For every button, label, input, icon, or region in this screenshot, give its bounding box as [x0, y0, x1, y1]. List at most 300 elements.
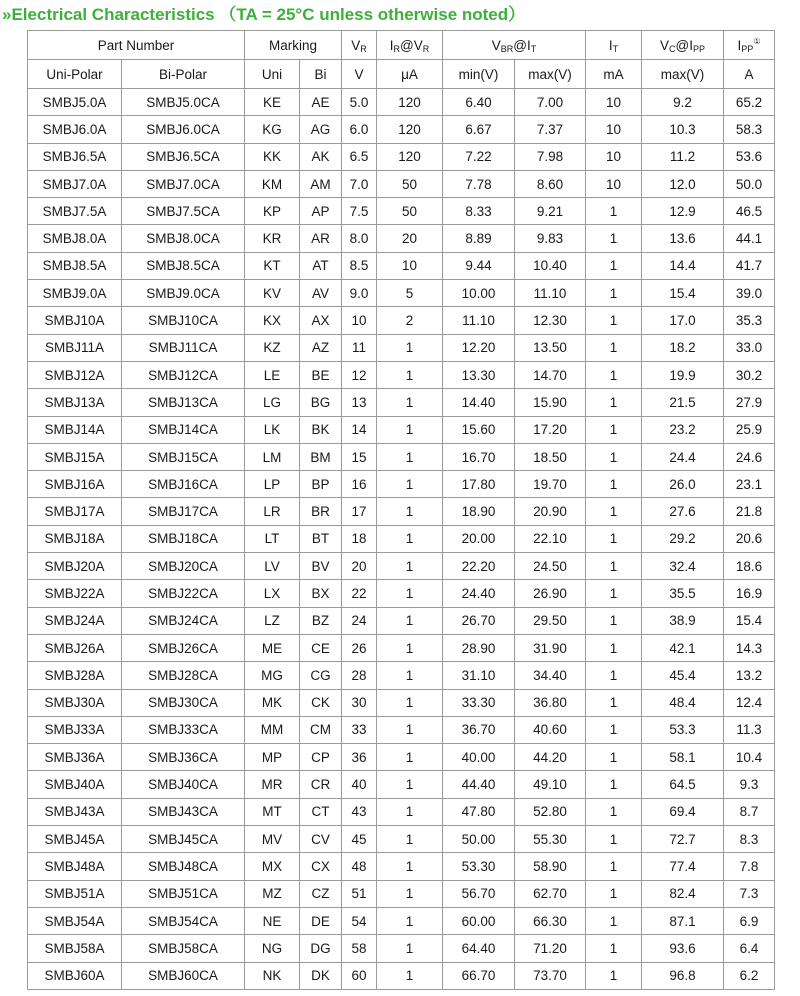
cell-ir: 1 — [377, 389, 443, 416]
cell-ipp: 7.8 — [724, 853, 775, 880]
cell-vbr-min: 31.10 — [443, 662, 515, 689]
cell-ipp: 23.1 — [724, 471, 775, 498]
cell-vbr-min: 7.78 — [443, 170, 515, 197]
cell-vbr-min: 22.20 — [443, 553, 515, 580]
table-row — [28, 307, 775, 334]
header-vbr-at-it: $V_{BR}@I_T$ — [443, 31, 586, 60]
cell-marking-uni: MR — [245, 771, 300, 798]
cell-marking-bi: CZ — [300, 880, 342, 907]
cell-vbr-max: 8.60 — [515, 170, 586, 197]
cell-vbr-max: 20.90 — [515, 498, 586, 525]
cell-vc: 15.4 — [642, 280, 724, 307]
cell-marking-bi: AV — [300, 280, 342, 307]
cell-vbr-min: 24.40 — [443, 580, 515, 607]
cell-it: 10 — [586, 170, 642, 197]
chevron-marker: » — [2, 5, 10, 24]
cell-vbr-min: 8.33 — [443, 198, 515, 225]
cell-ipp: 9.3 — [724, 771, 775, 798]
cell-vbr-min: 6.67 — [443, 116, 515, 143]
cell-vbr-min: 33.30 — [443, 689, 515, 716]
cell-ipp: 20.6 — [724, 525, 775, 552]
cell-ir: 120 — [377, 89, 443, 116]
cell-vc: 38.9 — [642, 607, 724, 634]
header-bi-polar: Bi-Polar — [122, 60, 245, 89]
cell-marking-bi: BP — [300, 471, 342, 498]
cell-it: 1 — [586, 634, 642, 661]
cell-it: 1 — [586, 962, 642, 989]
cell-ipp: 7.3 — [724, 880, 775, 907]
cell-bi-polar: SMBJ12CA — [122, 361, 245, 388]
unit-ua: μA — [377, 60, 443, 89]
cell-vbr-max: 7.00 — [515, 89, 586, 116]
cell-marking-uni: LT — [245, 525, 300, 552]
cell-vbr-min: 66.70 — [443, 962, 515, 989]
cell-marking-bi: AP — [300, 198, 342, 225]
cell-uni-polar: SMBJ51A — [28, 880, 122, 907]
electrical-characteristics-table — [27, 30, 775, 990]
cell-marking-uni: MZ — [245, 880, 300, 907]
cell-marking-uni: MM — [245, 716, 300, 743]
header-vr: $V_R$ — [342, 31, 377, 60]
cell-vbr-min: 18.90 — [443, 498, 515, 525]
table-row — [28, 143, 775, 170]
cell-marking-bi: CX — [300, 853, 342, 880]
table-row — [28, 962, 775, 989]
cell-ir: 1 — [377, 498, 443, 525]
table-row — [28, 716, 775, 743]
cell-it: 10 — [586, 143, 642, 170]
cell-marking-uni: KK — [245, 143, 300, 170]
cell-bi-polar: SMBJ43CA — [122, 798, 245, 825]
cell-ir: 1 — [377, 471, 443, 498]
cell-it: 1 — [586, 853, 642, 880]
cell-ipp: 53.6 — [724, 143, 775, 170]
cell-bi-polar: SMBJ9.0CA — [122, 280, 245, 307]
cell-vbr-min: 53.30 — [443, 853, 515, 880]
section-title — [0, 0, 800, 30]
cell-vbr-max: 58.90 — [515, 853, 586, 880]
table-row — [28, 771, 775, 798]
cell-ir: 1 — [377, 907, 443, 934]
cell-vbr-min: 11.10 — [443, 307, 515, 334]
cell-vc: 58.1 — [642, 744, 724, 771]
cell-it: 1 — [586, 880, 642, 907]
cell-marking-bi: BR — [300, 498, 342, 525]
cell-marking-uni: LV — [245, 553, 300, 580]
cell-uni-polar: SMBJ5.0A — [28, 89, 122, 116]
cell-uni-polar: SMBJ16A — [28, 471, 122, 498]
cell-vbr-min: 12.20 — [443, 334, 515, 361]
cell-vbr-max: 26.90 — [515, 580, 586, 607]
cell-vbr-max: 13.50 — [515, 334, 586, 361]
cell-it: 1 — [586, 716, 642, 743]
cell-ipp: 41.7 — [724, 252, 775, 279]
cell-ipp: 33.0 — [724, 334, 775, 361]
cell-ipp: 58.3 — [724, 116, 775, 143]
cell-it: 1 — [586, 361, 642, 388]
cell-ir: 1 — [377, 662, 443, 689]
cell-ipp: 6.4 — [724, 935, 775, 962]
table-row — [28, 907, 775, 934]
cell-ipp: 30.2 — [724, 361, 775, 388]
cell-ipp: 6.2 — [724, 962, 775, 989]
cell-marking-uni: ME — [245, 634, 300, 661]
cell-vc: 69.4 — [642, 798, 724, 825]
cell-marking-bi: AK — [300, 143, 342, 170]
cell-vr: 18 — [342, 525, 377, 552]
cell-vbr-min: 6.40 — [443, 89, 515, 116]
cell-ipp: 35.3 — [724, 307, 775, 334]
cell-vbr-max: 44.20 — [515, 744, 586, 771]
cell-marking-uni: KM — [245, 170, 300, 197]
cell-ir: 1 — [377, 716, 443, 743]
cell-ipp: 6.9 — [724, 907, 775, 934]
cell-ir: 1 — [377, 771, 443, 798]
cell-vbr-max: 11.10 — [515, 280, 586, 307]
cell-vc: 32.4 — [642, 553, 724, 580]
cell-uni-polar: SMBJ36A — [28, 744, 122, 771]
cell-it: 1 — [586, 798, 642, 825]
cell-vc: 64.5 — [642, 771, 724, 798]
cell-marking-bi: BX — [300, 580, 342, 607]
cell-vc: 87.1 — [642, 907, 724, 934]
cell-marking-bi: AG — [300, 116, 342, 143]
cell-ipp: 12.4 — [724, 689, 775, 716]
unit-ma: mA — [586, 60, 642, 89]
cell-vc: 48.4 — [642, 689, 724, 716]
cell-ipp: 21.8 — [724, 498, 775, 525]
cell-vr: 26 — [342, 634, 377, 661]
cell-vr: 54 — [342, 907, 377, 934]
cell-bi-polar: SMBJ8.5CA — [122, 252, 245, 279]
cell-vbr-min: 13.30 — [443, 361, 515, 388]
cell-uni-polar: SMBJ6.0A — [28, 116, 122, 143]
cell-it: 10 — [586, 89, 642, 116]
cell-uni-polar: SMBJ22A — [28, 580, 122, 607]
header-bi: Bi — [300, 60, 342, 89]
cell-it: 1 — [586, 198, 642, 225]
cell-ipp: 24.6 — [724, 443, 775, 470]
cell-vbr-min: 8.89 — [443, 225, 515, 252]
cell-uni-polar: SMBJ54A — [28, 907, 122, 934]
cell-vbr-max: 14.70 — [515, 361, 586, 388]
cell-vc: 77.4 — [642, 853, 724, 880]
header-vc-at-ipp: $V_C@I_{PP}$ — [642, 31, 724, 60]
cell-it: 1 — [586, 252, 642, 279]
cell-ir: 1 — [377, 553, 443, 580]
cell-uni-polar: SMBJ8.5A — [28, 252, 122, 279]
cell-vr: 43 — [342, 798, 377, 825]
cell-vc: 17.0 — [642, 307, 724, 334]
cell-marking-uni: LG — [245, 389, 300, 416]
header-ipp: $I_{PP}^①$ — [724, 31, 775, 60]
cell-bi-polar: SMBJ11CA — [122, 334, 245, 361]
cell-vr: 16 — [342, 471, 377, 498]
cell-vr: 6.0 — [342, 116, 377, 143]
cell-uni-polar: SMBJ45A — [28, 826, 122, 853]
cell-ipp: 16.9 — [724, 580, 775, 607]
cell-vr: 17 — [342, 498, 377, 525]
cell-vbr-min: 9.44 — [443, 252, 515, 279]
cell-vr: 8.0 — [342, 225, 377, 252]
table-row — [28, 662, 775, 689]
cell-vc: 29.2 — [642, 525, 724, 552]
cell-vc: 35.5 — [642, 580, 724, 607]
cell-uni-polar: SMBJ7.0A — [28, 170, 122, 197]
cell-ipp: 15.4 — [724, 607, 775, 634]
cell-bi-polar: SMBJ6.5CA — [122, 143, 245, 170]
cell-marking-bi: CR — [300, 771, 342, 798]
cell-marking-uni: NE — [245, 907, 300, 934]
cell-bi-polar: SMBJ7.5CA — [122, 198, 245, 225]
cell-vr: 14 — [342, 416, 377, 443]
table-row — [28, 361, 775, 388]
cell-vbr-min: 26.70 — [443, 607, 515, 634]
cell-vbr-max: 34.40 — [515, 662, 586, 689]
cell-marking-uni: LR — [245, 498, 300, 525]
cell-marking-bi: BZ — [300, 607, 342, 634]
cell-ir: 1 — [377, 689, 443, 716]
cell-ir: 120 — [377, 143, 443, 170]
cell-ipp: 46.5 — [724, 198, 775, 225]
cell-ipp: 8.7 — [724, 798, 775, 825]
cell-vbr-max: 36.80 — [515, 689, 586, 716]
cell-vc: 53.3 — [642, 716, 724, 743]
cell-marking-bi: CV — [300, 826, 342, 853]
cell-vbr-max: 7.98 — [515, 143, 586, 170]
cell-ir: 1 — [377, 416, 443, 443]
cell-uni-polar: SMBJ12A — [28, 361, 122, 388]
cell-marking-uni: MK — [245, 689, 300, 716]
table-row — [28, 225, 775, 252]
table-row — [28, 280, 775, 307]
cell-marking-uni: LX — [245, 580, 300, 607]
cell-vbr-min: 17.80 — [443, 471, 515, 498]
cell-uni-polar: SMBJ15A — [28, 443, 122, 470]
table-row — [28, 416, 775, 443]
cell-vbr-max: 9.21 — [515, 198, 586, 225]
cell-vr: 58 — [342, 935, 377, 962]
cell-bi-polar: SMBJ14CA — [122, 416, 245, 443]
cell-vr: 36 — [342, 744, 377, 771]
cell-ir: 1 — [377, 962, 443, 989]
cell-vbr-min: 40.00 — [443, 744, 515, 771]
cell-bi-polar: SMBJ18CA — [122, 525, 245, 552]
table-body — [28, 89, 775, 990]
cell-bi-polar: SMBJ15CA — [122, 443, 245, 470]
cell-ipp: 25.9 — [724, 416, 775, 443]
header-max-v-clamp: max(V) — [642, 60, 724, 89]
table-row — [28, 389, 775, 416]
cell-vc: 45.4 — [642, 662, 724, 689]
cell-uni-polar: SMBJ30A — [28, 689, 122, 716]
cell-vbr-max: 19.70 — [515, 471, 586, 498]
table-row — [28, 798, 775, 825]
cell-marking-uni: MV — [245, 826, 300, 853]
cell-ipp: 11.3 — [724, 716, 775, 743]
cell-uni-polar: SMBJ40A — [28, 771, 122, 798]
header-uni-polar: Uni-Polar — [28, 60, 122, 89]
cell-vbr-min: 7.22 — [443, 143, 515, 170]
cell-marking-bi: DG — [300, 935, 342, 962]
cell-vr: 10 — [342, 307, 377, 334]
cell-vc: 42.1 — [642, 634, 724, 661]
cell-bi-polar: SMBJ33CA — [122, 716, 245, 743]
cell-vr: 12 — [342, 361, 377, 388]
cell-it: 1 — [586, 935, 642, 962]
cell-vbr-max: 55.30 — [515, 826, 586, 853]
cell-marking-bi: CT — [300, 798, 342, 825]
table-row — [28, 498, 775, 525]
cell-ipp: 27.9 — [724, 389, 775, 416]
cell-vc: 21.5 — [642, 389, 724, 416]
cell-uni-polar: SMBJ13A — [28, 389, 122, 416]
cell-vr: 13 — [342, 389, 377, 416]
cell-marking-uni: KT — [245, 252, 300, 279]
cell-vbr-min: 10.00 — [443, 280, 515, 307]
cell-bi-polar: SMBJ28CA — [122, 662, 245, 689]
cell-ipp: 39.0 — [724, 280, 775, 307]
cell-vr: 7.0 — [342, 170, 377, 197]
cell-bi-polar: SMBJ45CA — [122, 826, 245, 853]
cell-uni-polar: SMBJ24A — [28, 607, 122, 634]
cell-vr: 11 — [342, 334, 377, 361]
cell-bi-polar: SMBJ7.0CA — [122, 170, 245, 197]
header-ir-at-vr: $I_R@V_R$ — [377, 31, 443, 60]
cell-ir: 1 — [377, 443, 443, 470]
cell-bi-polar: SMBJ20CA — [122, 553, 245, 580]
cell-ir: 1 — [377, 826, 443, 853]
cell-bi-polar: SMBJ54CA — [122, 907, 245, 934]
cell-vc: 27.6 — [642, 498, 724, 525]
cell-vc: 14.4 — [642, 252, 724, 279]
cell-marking-uni: NG — [245, 935, 300, 962]
cell-ir: 1 — [377, 334, 443, 361]
cell-it: 1 — [586, 498, 642, 525]
cell-vbr-max: 62.70 — [515, 880, 586, 907]
cell-it: 1 — [586, 225, 642, 252]
cell-uni-polar: SMBJ8.0A — [28, 225, 122, 252]
header-min-v: min(V) — [443, 60, 515, 89]
cell-vr: 33 — [342, 716, 377, 743]
cell-marking-uni: MX — [245, 853, 300, 880]
cell-vbr-min: 15.60 — [443, 416, 515, 443]
cell-uni-polar: SMBJ17A — [28, 498, 122, 525]
cell-it: 1 — [586, 662, 642, 689]
cell-bi-polar: SMBJ48CA — [122, 853, 245, 880]
header-it: $I_T$ — [586, 31, 642, 60]
cell-marking-uni: KR — [245, 225, 300, 252]
cell-bi-polar: SMBJ60CA — [122, 962, 245, 989]
cell-vc: 10.3 — [642, 116, 724, 143]
cell-it: 1 — [586, 826, 642, 853]
cell-vc: 93.6 — [642, 935, 724, 962]
cell-vbr-max: 17.20 — [515, 416, 586, 443]
header-uni: Uni — [245, 60, 300, 89]
cell-uni-polar: SMBJ33A — [28, 716, 122, 743]
cell-bi-polar: SMBJ40CA — [122, 771, 245, 798]
cell-vc: 19.9 — [642, 361, 724, 388]
cell-it: 1 — [586, 744, 642, 771]
cell-vr: 30 — [342, 689, 377, 716]
cell-marking-bi: AR — [300, 225, 342, 252]
cell-vr: 24 — [342, 607, 377, 634]
cell-vr: 45 — [342, 826, 377, 853]
cell-marking-uni: LZ — [245, 607, 300, 634]
cell-vc: 12.0 — [642, 170, 724, 197]
table-row — [28, 607, 775, 634]
cell-vc: 82.4 — [642, 880, 724, 907]
cell-vr: 51 — [342, 880, 377, 907]
cell-it: 1 — [586, 689, 642, 716]
cell-vr: 15 — [342, 443, 377, 470]
cell-marking-uni: MG — [245, 662, 300, 689]
header-part-number: Part Number — [28, 31, 245, 60]
cell-bi-polar: SMBJ24CA — [122, 607, 245, 634]
cell-ir: 1 — [377, 525, 443, 552]
cell-vbr-max: 10.40 — [515, 252, 586, 279]
cell-uni-polar: SMBJ43A — [28, 798, 122, 825]
cell-ir: 50 — [377, 170, 443, 197]
cell-ir: 5 — [377, 280, 443, 307]
cell-vc: 12.9 — [642, 198, 724, 225]
cell-marking-bi: DK — [300, 962, 342, 989]
cell-bi-polar: SMBJ17CA — [122, 498, 245, 525]
cell-vbr-min: 60.00 — [443, 907, 515, 934]
header-max-v: max(V) — [515, 60, 586, 89]
cell-marking-bi: BE — [300, 361, 342, 388]
cell-it: 1 — [586, 334, 642, 361]
cell-vr: 60 — [342, 962, 377, 989]
cell-vbr-min: 36.70 — [443, 716, 515, 743]
cell-marking-bi: BM — [300, 443, 342, 470]
cell-marking-bi: DE — [300, 907, 342, 934]
table-row — [28, 334, 775, 361]
table-row — [28, 170, 775, 197]
cell-ipp: 50.0 — [724, 170, 775, 197]
cell-vc: 13.6 — [642, 225, 724, 252]
cell-vbr-max: 29.50 — [515, 607, 586, 634]
table-row — [28, 634, 775, 661]
cell-ir: 10 — [377, 252, 443, 279]
section-title-text: Electrical Characteristics （TA = 25°C unless otherwise noted） — [11, 5, 526, 24]
cell-ir: 1 — [377, 361, 443, 388]
cell-uni-polar: SMBJ10A — [28, 307, 122, 334]
cell-marking-bi: CP — [300, 744, 342, 771]
cell-it: 1 — [586, 416, 642, 443]
cell-bi-polar: SMBJ5.0CA — [122, 89, 245, 116]
cell-ipp: 13.2 — [724, 662, 775, 689]
cell-ir: 50 — [377, 198, 443, 225]
cell-ir: 1 — [377, 607, 443, 634]
cell-bi-polar: SMBJ13CA — [122, 389, 245, 416]
cell-marking-bi: AE — [300, 89, 342, 116]
cell-marking-bi: AM — [300, 170, 342, 197]
cell-marking-uni: KV — [245, 280, 300, 307]
cell-vr: 6.5 — [342, 143, 377, 170]
table-row — [28, 116, 775, 143]
cell-vbr-min: 20.00 — [443, 525, 515, 552]
cell-ir: 1 — [377, 798, 443, 825]
cell-it: 1 — [586, 580, 642, 607]
cell-it: 10 — [586, 116, 642, 143]
cell-marking-bi: AZ — [300, 334, 342, 361]
table-row — [28, 252, 775, 279]
cell-ipp: 65.2 — [724, 89, 775, 116]
cell-vr: 7.5 — [342, 198, 377, 225]
cell-bi-polar: SMBJ10CA — [122, 307, 245, 334]
table-row — [28, 198, 775, 225]
